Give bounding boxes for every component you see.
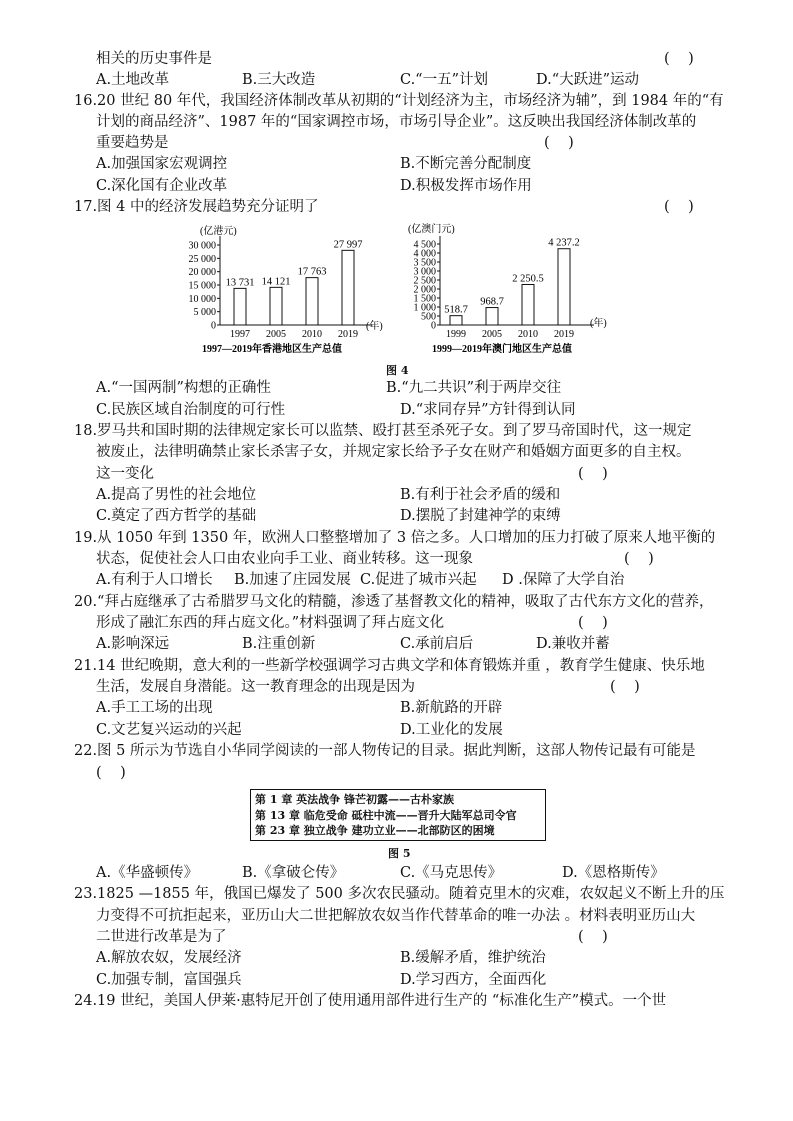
question-23-line-3: 二世进行改革是为了	[96, 929, 227, 945]
option-20-a: A.影响深远	[96, 636, 170, 652]
option-20-c: C.承前启后	[400, 636, 474, 652]
hk-bar	[234, 288, 246, 325]
hk-x-tick-label: 1997	[230, 329, 250, 340]
answer-blank-19: ( )	[624, 551, 654, 567]
mo-x-unit: (年)	[590, 318, 607, 329]
option-19-a: A.有利于人口增长	[96, 572, 213, 588]
macau-gdp-bar-chart	[404, 220, 624, 360]
answer-blank-15: ( )	[664, 51, 694, 67]
hk-x-unit: (年)	[366, 321, 383, 332]
mo-bar	[558, 249, 570, 325]
answer-blank-21: ( )	[610, 679, 640, 695]
option-18-b: B.有利于社会矛盾的缓和	[400, 487, 561, 503]
hk-x-tick-label: 2005	[266, 329, 286, 340]
option-17-d: D.“求同存异”方针得到认同	[400, 402, 576, 418]
option-20-d: D.兼收并蓄	[536, 636, 610, 652]
figure-5-label: 图 5	[388, 847, 411, 860]
option-15-b: B.三大改造	[242, 72, 316, 88]
mo-y-tick-label: 4 000	[413, 248, 436, 260]
option-23-b: B.缓解矛盾，维护统治	[400, 950, 546, 966]
hk-bar-value-label: 13 731	[225, 277, 255, 289]
mo-bar-value-label: 968.7	[480, 296, 504, 308]
option-18-d: D.摆脱了封建神学的束缚	[400, 508, 561, 524]
hk-x-tick-label: 2019	[338, 329, 358, 340]
option-21-b: B.新航路的开辟	[400, 700, 503, 716]
hk-bar	[270, 287, 282, 325]
mo-x-tick-label: 2019	[554, 329, 574, 340]
hk-x-tick-label: 2010	[302, 329, 322, 340]
question-21-line-2: 生活，发展自身潜能。这一教育理念的出现是因为	[96, 679, 415, 695]
hk-y-tick-label: 25 000	[188, 253, 216, 265]
option-20-b: B.注重创新	[242, 636, 316, 652]
answer-blank-22: ( )	[96, 765, 126, 781]
toc-row: 第 1 章 英法战争 锋芒初露——古朴家族	[255, 793, 454, 806]
hk-gdp-bar-chart	[172, 220, 402, 360]
question-20-line-1: 20.“拜占庭继承了古希腊罗马文化的精髓，渗透了基督教文化的精神，吸取了古代东方文化的营养，	[74, 594, 714, 610]
option-15-a: A.土地改革	[96, 72, 170, 88]
question-19-line-1: 19.从 1050 年到 1350 年，欧洲人口整整增加了 3 倍之多。人口增加的压力打破了原来人地平衡的	[74, 530, 716, 546]
option-19-d: D .保障了大学自治	[502, 572, 625, 588]
mo-y-tick-label: 3 500	[413, 257, 436, 269]
option-22-b: B.《拿破仑传》	[242, 865, 345, 881]
option-23-a: A.解放农奴，发展经济	[96, 950, 242, 966]
mo-y-tick-label: 500	[421, 311, 436, 323]
toc-row: 第 23 章 独立战争 建功立业——北部防区的困境	[255, 824, 495, 837]
option-23-d: D.学习西方，全面西化	[400, 972, 547, 988]
mo-x-tick-label: 1999	[446, 329, 466, 340]
hk-y-tick-label: 15 000	[188, 280, 216, 292]
question-20-line-2: 形成了融汇东西的拜占庭文化。”材料强调了拜占庭文化	[96, 615, 445, 631]
mo-y-tick-label: 2 000	[413, 284, 436, 296]
option-16-a: A.加强国家宏观调控	[96, 156, 228, 172]
hk-y-tick-label: 0	[211, 320, 216, 332]
mo-chart-unit: (亿澳门元)	[408, 224, 455, 235]
answer-blank-20: ( )	[578, 615, 608, 631]
hk-y-tick-label: 5 000	[193, 307, 216, 319]
option-16-d: D.积极发挥市场作用	[400, 178, 532, 194]
mo-bar	[486, 308, 498, 325]
figure-4-label: 图 4	[386, 364, 409, 377]
option-15-d: D.“大跃进”运动	[536, 72, 640, 88]
question-15-stem-tail: 相关的历史事件是	[96, 51, 212, 67]
question-18-line-3: 这一变化	[96, 466, 154, 482]
answer-blank-17: ( )	[664, 199, 694, 215]
option-22-c: C.《马克思传》	[400, 865, 503, 881]
question-19-line-2: 状态，促使社会人口由农业向手工业、商业转移。这一现象	[96, 551, 473, 567]
hk-chart-unit: (亿港元)	[200, 226, 237, 237]
option-19-b: B.加速了庄园发展	[234, 572, 351, 588]
hk-bar	[342, 250, 354, 325]
mo-y-tick-label: 1 500	[413, 293, 436, 305]
hk-bar-value-label: 17 763	[297, 266, 327, 278]
mo-y-tick-label: 3 000	[413, 266, 436, 278]
mo-bar	[450, 316, 462, 325]
hk-y-tick-label: 30 000	[188, 240, 216, 252]
question-23-line-2: 力变得不可抗拒起来，亚历山大二世把解放农奴当作代替革命的唯一办法 。材料表明亚历山大	[96, 908, 696, 924]
mo-bar	[522, 284, 534, 325]
mo-bar-value-label: 518.7	[444, 304, 468, 316]
answer-blank-18: ( )	[578, 466, 608, 482]
option-15-c: C.“一五”计划	[400, 72, 489, 88]
mo-y-tick-label: 1 000	[413, 302, 436, 314]
answer-blank-23: ( )	[578, 929, 608, 945]
hk-bar-value-label: 14 121	[261, 276, 291, 288]
question-24-line-1: 24.19 世纪，美国人伊莱·惠特尼开创了使用通用部件进行生产的 “标准化生产”模式。一个世	[74, 993, 667, 1009]
question-18-line-1: 18.罗马共和国时期的法律规定家长可以监禁、殴打甚至杀死子女。到了罗马帝国时代，这一规定	[74, 423, 692, 439]
question-21-line-1: 21.14 世纪晚期，意大利的一些新学校强调学习古典文学和体育锻炼并重 ，教育学生健康、快乐地	[74, 658, 705, 674]
option-16-c: C.深化国有企业改革	[96, 178, 228, 194]
answer-blank-16: ( )	[544, 135, 574, 151]
figure-5-table-of-contents	[250, 789, 546, 841]
toc-row: 第 13 章 临危受命 砥柱中流——晋升大陆军总司令官	[255, 808, 517, 822]
hk-bar-value-label: 27 997	[333, 239, 363, 251]
question-22-line-1: 22.图 5 所示为节选自小华同学阅读的一部人物传记的目录。据此判断，这部人物传记最有可能是	[74, 743, 696, 759]
option-23-c: C.加强专制，富国强兵	[96, 972, 242, 988]
option-17-b: B.“九二共识”利于两岸交往	[386, 380, 562, 396]
option-21-c: C.文艺复兴运动的兴起	[96, 722, 242, 738]
hk-y-tick-label: 20 000	[188, 267, 216, 279]
mo-bar-value-label: 2 250.5	[512, 273, 544, 285]
hk-y-tick-label: 10 000	[188, 293, 216, 305]
mo-y-tick-label: 0	[431, 320, 436, 332]
mo-x-tick-label: 2005	[482, 329, 502, 340]
option-19-c: C.促进了城市兴起	[360, 572, 477, 588]
question-18-line-2: 被废止，法律明确禁止家长杀害子女，并规定家长给予子女在财产和婚姻方面更多的自主权。	[96, 444, 691, 460]
option-21-d: D.工业化的发展	[400, 722, 503, 738]
mo-chart-caption: 1999—2019年澳门地区生产总值	[432, 344, 572, 355]
hk-bar	[306, 278, 318, 325]
hk-chart-caption: 1997—2019年香港地区生产总值	[202, 344, 342, 355]
option-17-c: C.民族区域自治制度的可行性	[96, 402, 286, 418]
mo-x-tick-label: 2010	[518, 329, 538, 340]
mo-y-tick-label: 2 500	[413, 275, 436, 287]
question-16-line-2: 计划的商品经济”、1987 年的“国家调控市场，市场引导企业”。这反映出我国经济体制改革的	[96, 114, 697, 130]
option-21-a: A.手工工场的出现	[96, 700, 213, 716]
question-16-line-1: 16.20 世纪 80 年代，我国经济体制改革从初期的“计划经济为主，市场经济为辅”，到 1984 年的“有	[74, 93, 724, 109]
question-17-line-1: 17.图 4 中的经济发展趋势充分证明了	[74, 199, 319, 215]
mo-y-tick-label: 4 500	[413, 239, 436, 251]
question-16-line-3: 重要趋势是	[96, 135, 169, 151]
option-17-a: A.“一国两制”构想的正确性	[96, 380, 271, 396]
option-22-d: D.《恩格斯传》	[562, 865, 665, 881]
option-16-b: B.不断完善分配制度	[400, 156, 532, 172]
option-18-a: A.提高了男性的社会地位	[96, 487, 257, 503]
question-23-line-1: 23.1825 —1855 年，俄国已爆发了 500 多次农民骚动。随着克里木的灾难，农奴起义不断上升的压	[74, 886, 725, 902]
option-18-c: C.奠定了西方哲学的基础	[96, 508, 257, 524]
option-22-a: A.《华盛顿传》	[96, 865, 199, 881]
mo-bar-value-label: 4 237.2	[548, 237, 580, 249]
